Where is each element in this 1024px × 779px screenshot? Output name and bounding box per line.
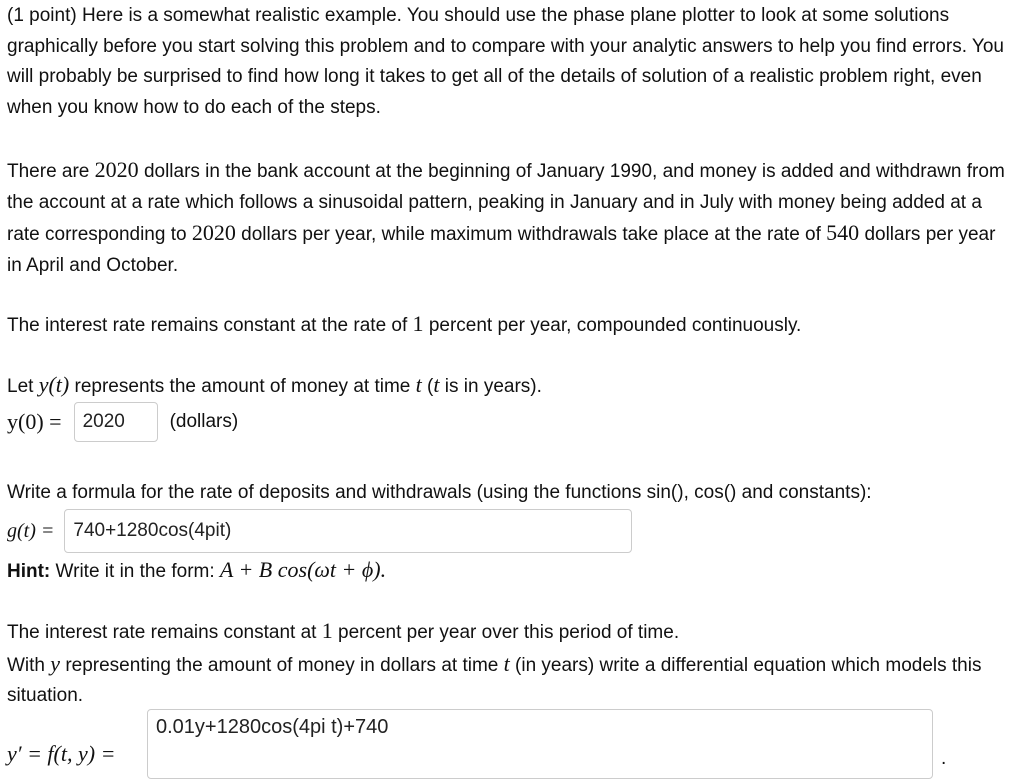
question-1-prompt — [7, 370, 1012, 403]
interest-text-1: The interest rate remains constant at the rate of — [7, 315, 408, 336]
q1-text-2: represents the amount of money at time — [74, 376, 411, 397]
problem-text-2: dollars in the bank account at the beginning of January 1990, and money is added and withdrawn from the account at a rate which follows a sinusoidal pattern, peaking in January and in July with money being added at a rate corresponding to — [7, 161, 1005, 246]
hint-text: Write it in the form: — [55, 561, 215, 582]
q1-var-t: t — [415, 372, 422, 397]
gt-answer-value: 740+1280cos(4pit) — [73, 520, 232, 541]
intro-paragraph — [7, 1, 1012, 124]
hint-line — [7, 555, 1012, 588]
q1-function: y(t) — [38, 372, 70, 397]
deposit-rate: 2020 — [191, 220, 236, 246]
q2-answer-label: g(t) = — [7, 519, 55, 542]
hint-label: Hint: — [7, 561, 51, 582]
q2-prompt-text: Write a formula for the rate of deposits and withdrawals (using the functions sin(), cos() and constants): — [7, 482, 872, 503]
problem-text-3: dollars per year, while maximum withdrawals take place at the rate of — [241, 224, 821, 246]
question-2-row — [7, 509, 632, 553]
question-3-prompt — [7, 616, 1012, 712]
problem-paragraph — [7, 155, 1012, 282]
q1-text-3: ( — [427, 376, 434, 397]
interest-paragraph — [7, 309, 1012, 342]
hint-formula: A + B cos(ωt + ϕ). — [219, 557, 387, 582]
problem-text-1: There are — [7, 161, 90, 182]
question-1-row — [7, 402, 238, 442]
q1-text-4: is in years). — [444, 376, 542, 397]
q3-var-t: t — [503, 650, 510, 676]
q3-text-1: The interest rate remains constant at — [7, 622, 317, 643]
q3-rate: 1 — [321, 618, 333, 643]
withdraw-rate: 540 — [826, 220, 860, 246]
q3-var-y: y — [50, 650, 61, 676]
interest-text-2: percent per year, compounded continuously. — [428, 315, 802, 336]
problem-text-4: dollars per year in April and October. — [7, 224, 996, 277]
q1-unit: (dollars) — [169, 411, 239, 432]
ode-answer-value: 0.01y+1280cos(4pi t)+740 — [156, 716, 389, 738]
q1-answer-label: y(0) = — [7, 409, 62, 434]
initial-amount: 2020 — [94, 157, 139, 182]
question-2-prompt — [7, 478, 1012, 509]
q1-text-1: Let — [7, 376, 34, 397]
interest-rate: 1 — [412, 311, 424, 336]
intro-text: Here is a somewhat realistic example. You should use the phase plane plotter to look at some solutions graphically before you start solving this problem and to compare with your analytic answers to help you find errors. You will probably be surprised to find how long it takes to get all of the details of solution of a realistic problem right, even when you know how to do each of the steps. — [7, 5, 1004, 119]
ode-answer-input[interactable] — [147, 709, 933, 779]
q3-text-3: With — [7, 654, 45, 676]
gt-answer-input[interactable] — [64, 509, 632, 553]
q1-var-t2: t — [433, 372, 440, 397]
q3-trailing-period: . — [941, 748, 947, 769]
q3-text-2: percent per year over this period of time. — [338, 622, 680, 643]
y0-answer-input[interactable] — [74, 402, 158, 442]
q3-answer-label: y′ = f(t, y) = — [7, 741, 116, 766]
q3-text-4: representing the amount of money in dollars at time — [65, 654, 499, 676]
y0-answer-value: 2020 — [82, 411, 125, 432]
points-label: (1 point) — [7, 5, 77, 26]
q3-text-5: (in years) write a differential equation which models this situation. — [7, 654, 982, 707]
